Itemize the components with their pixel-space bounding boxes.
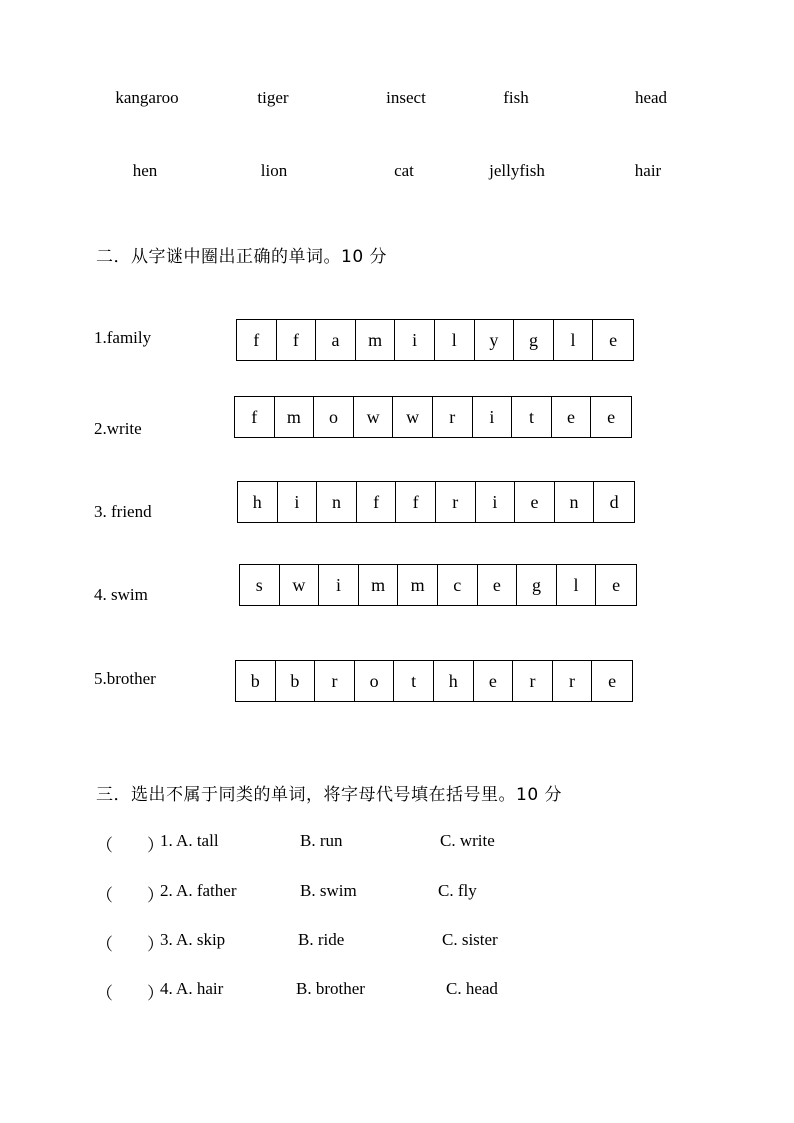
section-3-title: 三．选出不属于同类的单词，将字母代号填在括号里。10 分 <box>96 785 563 805</box>
word-tiger: tiger <box>257 88 289 107</box>
puzzle-letter-cell[interactable]: g <box>517 565 557 605</box>
question-3-option-c: C. sister <box>442 930 498 949</box>
puzzle-letter-cell[interactable]: l <box>435 320 475 360</box>
word-lion: lion <box>260 161 288 180</box>
puzzle-letter-cell[interactable]: t <box>394 661 434 701</box>
puzzle-2-grid <box>234 396 632 438</box>
question-1-option-a: 1. A. tall <box>160 831 219 850</box>
word-head: head <box>634 88 668 107</box>
puzzle-letter-cell[interactable]: l <box>554 320 594 360</box>
puzzle-3-grid <box>237 481 635 523</box>
question-3-option-b: B. ride <box>298 930 345 949</box>
puzzle-letter-cell[interactable]: i <box>395 320 435 360</box>
puzzle-letter-cell[interactable]: m <box>359 565 399 605</box>
puzzle-letter-cell[interactable]: w <box>393 397 433 437</box>
puzzle-letter-cell[interactable]: w <box>354 397 394 437</box>
puzzle-letter-cell[interactable]: e <box>474 661 514 701</box>
word-hair: hair <box>634 161 662 180</box>
puzzle-letter-cell[interactable]: s <box>240 565 280 605</box>
puzzle-letter-cell[interactable]: f <box>396 482 436 522</box>
word-cat: cat <box>394 161 414 180</box>
question-4-option-a: 4. A. hair <box>160 979 224 998</box>
puzzle-letter-cell[interactable]: b <box>236 661 276 701</box>
puzzle-letter-cell[interactable]: e <box>609 329 618 350</box>
puzzle-letter-cell[interactable]: t <box>512 397 552 437</box>
puzzle-letter-cell[interactable]: r <box>315 661 355 701</box>
puzzle-letter-cell[interactable]: e <box>607 406 616 427</box>
puzzle-letter-cell[interactable]: i <box>473 397 513 437</box>
word-insect: insect <box>386 88 426 107</box>
puzzle-1-grid <box>236 319 634 361</box>
question-2-option-a: 2. A. father <box>160 881 237 900</box>
puzzle-3-label: 3. friend <box>94 502 152 521</box>
question-4-option-c: C. head <box>446 979 498 998</box>
puzzle-letter-cell[interactable]: e <box>608 670 617 691</box>
puzzle-letter-cell[interactable]: b <box>276 661 316 701</box>
puzzle-2-label: 2.write <box>94 419 142 438</box>
question-1-bracket: （ ） <box>96 836 164 855</box>
puzzle-letter-cell[interactable]: m <box>275 397 315 437</box>
puzzle-letter-cell[interactable]: h <box>238 482 278 522</box>
puzzle-letter-cell[interactable]: r <box>553 661 593 701</box>
question-1-option-b: B. run <box>300 831 343 850</box>
puzzle-letter-cell[interactable]: w <box>280 565 320 605</box>
word-fish: fish <box>503 88 529 107</box>
question-3-bracket: （ ） <box>96 935 164 954</box>
word-hen: hen <box>132 161 158 180</box>
puzzle-letter-cell[interactable]: h <box>434 661 474 701</box>
puzzle-letter-cell[interactable]: m <box>356 320 396 360</box>
puzzle-letter-cell[interactable]: n <box>317 482 357 522</box>
puzzle-letter-cell[interactable]: f <box>277 320 317 360</box>
puzzle-letter-cell[interactable]: e <box>515 482 555 522</box>
puzzle-letter-cell[interactable]: l <box>557 565 597 605</box>
puzzle-letter-cell[interactable]: e <box>612 574 621 595</box>
puzzle-letter-cell[interactable]: f <box>235 397 275 437</box>
puzzle-letter-cell[interactable]: f <box>237 320 277 360</box>
puzzle-letter-cell[interactable]: c <box>438 565 478 605</box>
puzzle-letter-cell[interactable]: e <box>478 565 518 605</box>
puzzle-1-label: 1.family <box>94 328 152 347</box>
question-2-bracket: （ ） <box>96 886 164 905</box>
question-3-option-a: 3. A. skip <box>160 930 226 949</box>
puzzle-letter-cell[interactable]: f <box>357 482 397 522</box>
puzzle-letter-cell[interactable]: i <box>278 482 318 522</box>
question-4-bracket: （ ） <box>96 984 164 1003</box>
puzzle-4-label: 4. swim <box>94 585 148 604</box>
puzzle-letter-cell[interactable]: g <box>514 320 554 360</box>
question-2-option-b: B. swim <box>300 881 357 900</box>
section-2-title: 二．从字谜中圈出正确的单词。10 分 <box>96 247 388 267</box>
puzzle-letter-cell[interactable]: a <box>316 320 356 360</box>
word-kangaroo: kangaroo <box>115 88 179 107</box>
word-jellyfish: jellyfish <box>489 161 545 180</box>
puzzle-letter-cell[interactable]: d <box>609 491 619 512</box>
puzzle-letter-cell[interactable]: i <box>476 482 516 522</box>
puzzle-letter-cell[interactable]: i <box>319 565 359 605</box>
puzzle-letter-cell[interactable]: e <box>552 397 592 437</box>
puzzle-5-label: 5.brother <box>94 669 156 688</box>
puzzle-letter-cell[interactable]: r <box>513 661 553 701</box>
question-1-option-c: C. write <box>440 831 495 850</box>
puzzle-letter-cell[interactable]: o <box>355 661 395 701</box>
question-4-option-b: B. brother <box>296 979 365 998</box>
puzzle-5-grid <box>235 660 633 702</box>
puzzle-letter-cell[interactable]: n <box>555 482 595 522</box>
puzzle-4-grid <box>239 564 637 606</box>
question-2-option-c: C. fly <box>438 881 477 900</box>
puzzle-letter-cell[interactable]: r <box>433 397 473 437</box>
puzzle-letter-cell[interactable]: r <box>436 482 476 522</box>
puzzle-letter-cell[interactable]: y <box>475 320 515 360</box>
puzzle-letter-cell[interactable]: o <box>314 397 354 437</box>
puzzle-letter-cell[interactable]: m <box>398 565 438 605</box>
